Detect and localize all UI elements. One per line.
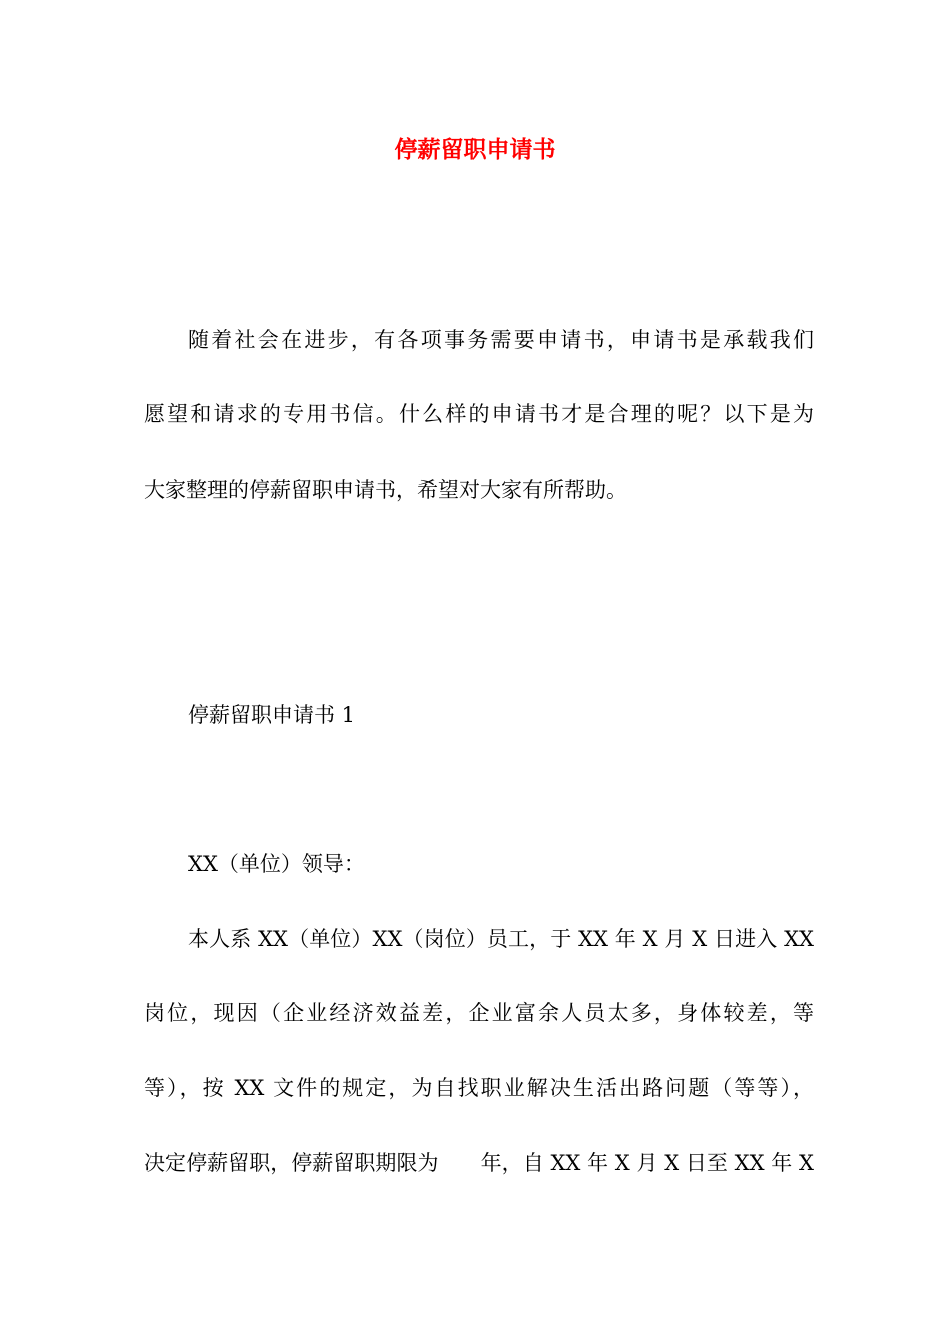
salutation: XX（单位）领导： [188,852,365,876]
body-line-1: 本人系 XX（单位）XX（岗位）员工，于 XX 年 X 月 X 日进入 XX [188,927,814,951]
body-line-2: 岗位，现因（企业经济效益差，企业富余人员太多，身体较差，等 [144,1001,814,1025]
section-heading: 停薪留职申请书 1 [188,703,356,727]
document-title: 停薪留职申请书 [394,137,556,163]
intro-line-1: 随着社会在进步，有各项事务需要申请书，申请书是承载我们 [188,328,814,352]
intro-line-3: 大家整理的停薪留职申请书，希望对大家有所帮助。 [144,478,627,502]
body-line-3: 等），按 XX 文件的规定，为自找职业解决生活出路问题（等等）， [144,1076,814,1100]
body-line-4: 决定停薪留职，停薪留职期限为 年，自 XX 年 X 月 X 日至 XX 年 X [144,1151,814,1175]
intro-line-2: 愿望和请求的专用书信。什么样的申请书才是合理的呢？以下是为 [144,402,814,426]
